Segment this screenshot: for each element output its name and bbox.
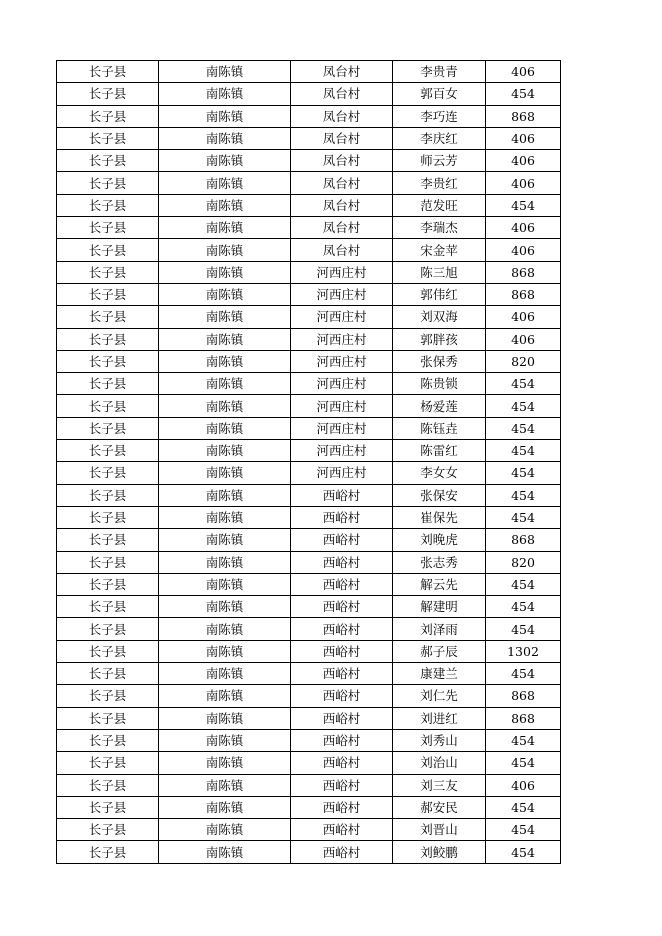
table-row [57,239,561,261]
town-cell: 南陈镇 [159,529,291,551]
town-cell: 南陈镇 [159,573,291,595]
county-cell: 长子县 [57,663,159,685]
table-row [57,150,561,172]
amount-cell: 454 [486,752,561,774]
county-cell: 长子县 [57,484,159,506]
amount-cell: 868 [486,283,561,305]
county-cell: 长子县 [57,796,159,818]
amount-cell: 406 [486,239,561,261]
amount-cell: 868 [486,105,561,127]
name-cell: 张保安 [393,484,486,506]
name-cell: 康建兰 [393,663,486,685]
town-cell: 南陈镇 [159,618,291,640]
town-cell: 南陈镇 [159,105,291,127]
county-cell: 长子县 [57,707,159,729]
town-cell: 南陈镇 [159,261,291,283]
village-cell: 西峪村 [291,774,393,796]
amount-cell: 454 [486,796,561,818]
name-cell: 刘双海 [393,306,486,328]
table-row [57,841,561,863]
village-cell: 凤台村 [291,61,393,83]
village-cell: 西峪村 [291,841,393,863]
county-cell: 长子县 [57,172,159,194]
name-cell: 崔保先 [393,506,486,528]
table-row [57,283,561,305]
town-cell: 南陈镇 [159,417,291,439]
amount-cell: 406 [486,774,561,796]
village-cell: 西峪村 [291,685,393,707]
table-row [57,417,561,439]
name-cell: 张保秀 [393,350,486,372]
village-cell: 西峪村 [291,484,393,506]
amount-cell: 406 [486,217,561,239]
county-cell: 长子县 [57,127,159,149]
village-cell: 凤台村 [291,150,393,172]
name-cell: 宋金苹 [393,239,486,261]
village-cell: 凤台村 [291,239,393,261]
town-cell: 南陈镇 [159,752,291,774]
table-row [57,172,561,194]
name-cell: 解建明 [393,596,486,618]
village-cell: 河西庄村 [291,283,393,305]
name-cell: 郭伟红 [393,283,486,305]
county-cell: 长子县 [57,328,159,350]
county-cell: 长子县 [57,440,159,462]
village-cell: 西峪村 [291,819,393,841]
name-cell: 刘鲛鹏 [393,841,486,863]
town-cell: 南陈镇 [159,796,291,818]
table-row [57,796,561,818]
town-cell: 南陈镇 [159,172,291,194]
amount-cell: 454 [486,462,561,484]
county-cell: 长子县 [57,261,159,283]
village-cell: 西峪村 [291,618,393,640]
name-cell: 李女女 [393,462,486,484]
name-cell: 师云芳 [393,150,486,172]
town-cell: 南陈镇 [159,685,291,707]
town-cell: 南陈镇 [159,127,291,149]
town-cell: 南陈镇 [159,217,291,239]
county-cell: 长子县 [57,373,159,395]
amount-cell: 454 [486,596,561,618]
name-cell: 郝安民 [393,796,486,818]
county-cell: 长子县 [57,506,159,528]
county-cell: 长子县 [57,239,159,261]
county-cell: 长子县 [57,752,159,774]
town-cell: 南陈镇 [159,774,291,796]
town-cell: 南陈镇 [159,462,291,484]
name-cell: 郭百女 [393,83,486,105]
town-cell: 南陈镇 [159,150,291,172]
amount-cell: 868 [486,529,561,551]
table-row [57,551,561,573]
table-row [57,573,561,595]
town-cell: 南陈镇 [159,551,291,573]
county-cell: 长子县 [57,729,159,751]
county-cell: 长子县 [57,417,159,439]
village-cell: 西峪村 [291,796,393,818]
name-cell: 李庆红 [393,127,486,149]
county-cell: 长子县 [57,306,159,328]
amount-cell: 820 [486,350,561,372]
amount-cell: 406 [486,61,561,83]
town-cell: 南陈镇 [159,61,291,83]
name-cell: 刘仁先 [393,685,486,707]
town-cell: 南陈镇 [159,83,291,105]
village-cell: 西峪村 [291,596,393,618]
village-cell: 西峪村 [291,707,393,729]
village-cell: 西峪村 [291,573,393,595]
name-cell: 张志秀 [393,551,486,573]
county-cell: 长子县 [57,194,159,216]
village-cell: 西峪村 [291,506,393,528]
town-cell: 南陈镇 [159,707,291,729]
town-cell: 南陈镇 [159,663,291,685]
village-cell: 河西庄村 [291,440,393,462]
town-cell: 南陈镇 [159,729,291,751]
table-row [57,194,561,216]
town-cell: 南陈镇 [159,596,291,618]
amount-cell: 454 [486,83,561,105]
village-cell: 西峪村 [291,663,393,685]
amount-cell: 820 [486,551,561,573]
name-cell: 李巧连 [393,105,486,127]
name-cell: 刘秀山 [393,729,486,751]
village-cell: 河西庄村 [291,328,393,350]
amount-cell: 406 [486,306,561,328]
table-row [57,61,561,83]
table-body [57,61,561,864]
amount-cell: 406 [486,150,561,172]
amount-cell: 454 [486,729,561,751]
amount-cell: 454 [486,484,561,506]
county-cell: 长子县 [57,618,159,640]
table-row [57,596,561,618]
table-row [57,618,561,640]
village-cell: 西峪村 [291,729,393,751]
town-cell: 南陈镇 [159,350,291,372]
village-cell: 河西庄村 [291,306,393,328]
county-cell: 长子县 [57,841,159,863]
town-cell: 南陈镇 [159,819,291,841]
table-row [57,707,561,729]
county-cell: 长子县 [57,774,159,796]
name-cell: 郝子辰 [393,640,486,662]
name-cell: 刘治山 [393,752,486,774]
county-cell: 长子县 [57,283,159,305]
name-cell: 刘泽雨 [393,618,486,640]
amount-cell: 454 [486,618,561,640]
amount-cell: 406 [486,328,561,350]
name-cell: 刘进红 [393,707,486,729]
village-cell: 凤台村 [291,83,393,105]
village-cell: 西峪村 [291,529,393,551]
amount-cell: 406 [486,172,561,194]
county-cell: 长子县 [57,551,159,573]
village-cell: 凤台村 [291,194,393,216]
amount-cell: 454 [486,194,561,216]
table-row [57,462,561,484]
name-cell: 陈三旭 [393,261,486,283]
amount-cell: 454 [486,573,561,595]
town-cell: 南陈镇 [159,395,291,417]
county-cell: 长子县 [57,217,159,239]
village-cell: 凤台村 [291,127,393,149]
name-cell: 李贵青 [393,61,486,83]
county-cell: 长子县 [57,573,159,595]
table-row [57,640,561,662]
table-row [57,306,561,328]
table-row [57,127,561,149]
table-row [57,685,561,707]
village-cell: 凤台村 [291,105,393,127]
county-cell: 长子县 [57,596,159,618]
name-cell: 刘三友 [393,774,486,796]
county-cell: 长子县 [57,685,159,707]
county-cell: 长子县 [57,395,159,417]
village-cell: 河西庄村 [291,261,393,283]
name-cell: 杨爱莲 [393,395,486,417]
village-cell: 河西庄村 [291,350,393,372]
county-cell: 长子县 [57,83,159,105]
amount-cell: 454 [486,663,561,685]
table-row [57,752,561,774]
town-cell: 南陈镇 [159,640,291,662]
county-cell: 长子县 [57,529,159,551]
table-row [57,261,561,283]
table-row [57,663,561,685]
village-cell: 河西庄村 [291,417,393,439]
village-cell: 西峪村 [291,551,393,573]
amount-cell: 868 [486,707,561,729]
town-cell: 南陈镇 [159,506,291,528]
table-row [57,440,561,462]
table-row [57,217,561,239]
town-cell: 南陈镇 [159,328,291,350]
amount-cell: 454 [486,841,561,863]
amount-cell: 868 [486,261,561,283]
amount-cell: 406 [486,127,561,149]
town-cell: 南陈镇 [159,373,291,395]
name-cell: 李贵红 [393,172,486,194]
table-row [57,529,561,551]
table-row [57,729,561,751]
amount-cell: 454 [486,440,561,462]
name-cell: 刘晚虎 [393,529,486,551]
table-row [57,484,561,506]
town-cell: 南陈镇 [159,306,291,328]
village-cell: 河西庄村 [291,395,393,417]
table-row [57,506,561,528]
name-cell: 陈雷红 [393,440,486,462]
town-cell: 南陈镇 [159,841,291,863]
village-cell: 西峪村 [291,640,393,662]
county-cell: 长子县 [57,105,159,127]
name-cell: 范发旺 [393,194,486,216]
town-cell: 南陈镇 [159,283,291,305]
village-cell: 河西庄村 [291,462,393,484]
town-cell: 南陈镇 [159,484,291,506]
village-cell: 凤台村 [291,172,393,194]
name-cell: 陈贵锁 [393,373,486,395]
table-row [57,105,561,127]
subsidy-table [56,60,561,864]
name-cell: 刘晋山 [393,819,486,841]
amount-cell: 454 [486,819,561,841]
village-cell: 西峪村 [291,752,393,774]
table-row [57,774,561,796]
table-row [57,328,561,350]
amount-cell: 868 [486,685,561,707]
name-cell: 解云先 [393,573,486,595]
county-cell: 长子县 [57,819,159,841]
county-cell: 长子县 [57,462,159,484]
name-cell: 李瑞杰 [393,217,486,239]
village-cell: 凤台村 [291,217,393,239]
amount-cell: 454 [486,506,561,528]
town-cell: 南陈镇 [159,440,291,462]
amount-cell: 1302 [486,640,561,662]
county-cell: 长子县 [57,350,159,372]
table-row [57,395,561,417]
table-row [57,83,561,105]
amount-cell: 454 [486,395,561,417]
county-cell: 长子县 [57,150,159,172]
county-cell: 长子县 [57,640,159,662]
amount-cell: 454 [486,417,561,439]
amount-cell: 454 [486,373,561,395]
county-cell: 长子县 [57,61,159,83]
name-cell: 陈钰垚 [393,417,486,439]
town-cell: 南陈镇 [159,194,291,216]
town-cell: 南陈镇 [159,239,291,261]
table-row [57,819,561,841]
name-cell: 郭胖孩 [393,328,486,350]
village-cell: 河西庄村 [291,373,393,395]
table-row [57,373,561,395]
table-row [57,350,561,372]
